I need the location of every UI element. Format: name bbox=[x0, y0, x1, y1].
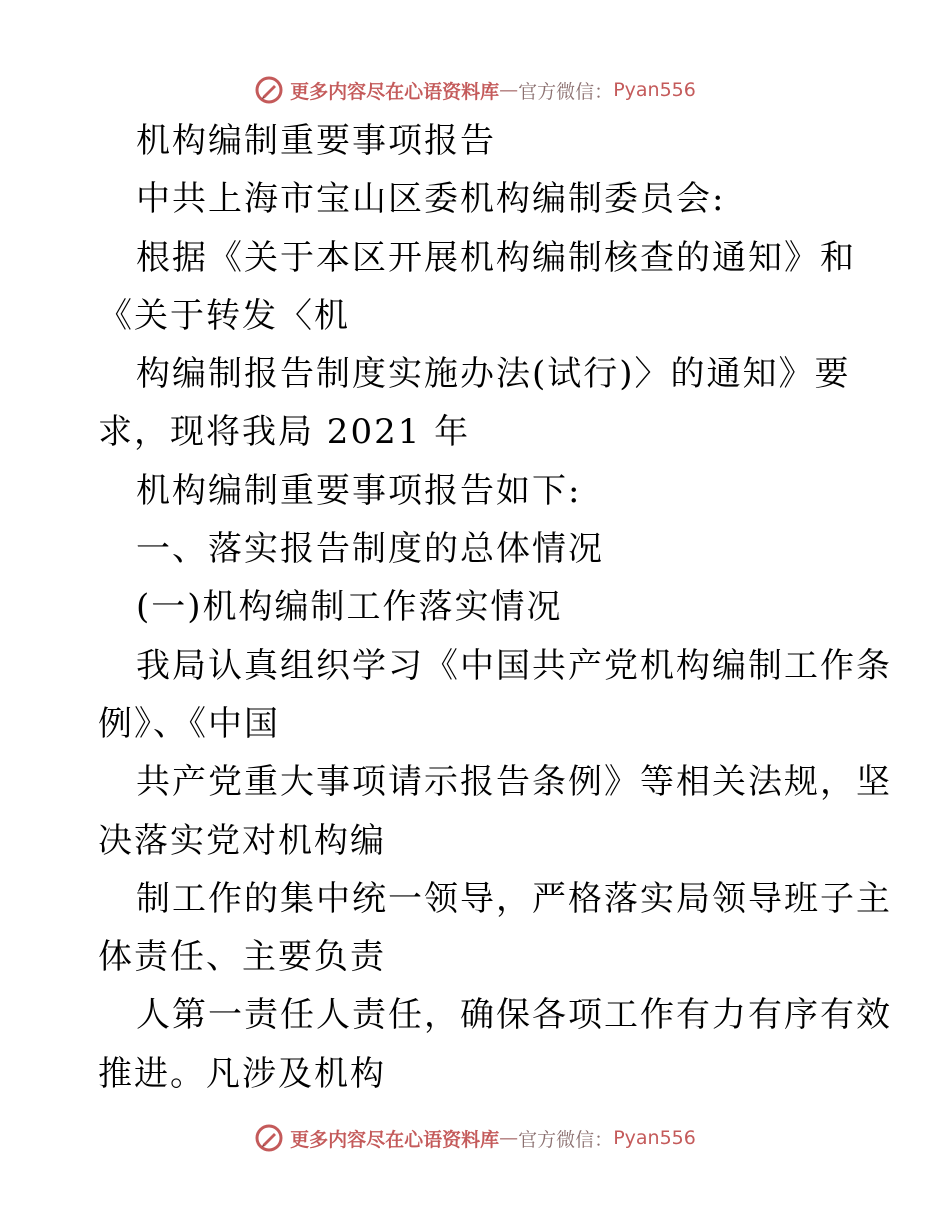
paragraph-line: 人第一责任人责任，确保各项工作有力有序有效 bbox=[136, 995, 892, 1036]
banner-wechat-id: Pyan556 bbox=[613, 79, 696, 101]
paragraph-line: 《关于转发〈机 bbox=[98, 295, 350, 336]
document-body bbox=[98, 121, 898, 1115]
banner-main-text: 更多内容尽在心语资料库 bbox=[290, 80, 500, 103]
banner-wechat-label: 官方微信： bbox=[518, 80, 614, 103]
section-heading: 一、落实报告制度的总体情况 bbox=[136, 529, 604, 570]
paragraph-line: 我局认真组织学习《中国共产党机构编制工作条 bbox=[136, 645, 892, 686]
paragraph-line: 共产党重大事项请示报告条例》等相关法规，坚 bbox=[136, 762, 892, 803]
document-addressee: 中共上海市宝山区委机构编制委员会: bbox=[136, 179, 726, 220]
footer-watermark-banner bbox=[0, 1118, 950, 1158]
paragraph-line: 例》、《中国 bbox=[98, 703, 280, 744]
banner-main-text: 更多内容尽在心语资料库 bbox=[290, 1128, 500, 1151]
paragraph-line: 根据《关于本区开展机构编制核查的通知》和 bbox=[136, 237, 856, 278]
banner-wechat-label: 官方微信： bbox=[518, 1128, 614, 1151]
paragraph-line: 制工作的集中统一领导，严格落实局领导班子主 bbox=[136, 878, 892, 919]
banner-dash: — bbox=[499, 1127, 519, 1149]
paragraph-line: 决落实党对机构编 bbox=[98, 820, 386, 861]
banner-dash: — bbox=[499, 79, 519, 101]
pen-circle-logo-icon bbox=[254, 1123, 284, 1153]
paragraph-line: 推进。凡涉及机构 bbox=[98, 1053, 386, 1094]
banner-wechat-id: Pyan556 bbox=[613, 1127, 696, 1149]
paragraph-line: 体责任、主要负责 bbox=[98, 937, 386, 978]
paragraph-line: 机构编制重要事项报告如下: bbox=[136, 470, 582, 511]
pen-circle-logo-icon bbox=[254, 75, 284, 105]
header-watermark-banner bbox=[0, 70, 950, 110]
paragraph-line: 构编制报告制度实施办法(试行)〉的通知》要 bbox=[136, 354, 851, 395]
document-title: 机构编制重要事项报告 bbox=[136, 121, 496, 161]
paragraph-line: 求，现将我局 2021 年 bbox=[98, 412, 471, 453]
subsection-heading: (一)机构编制工作落实情况 bbox=[136, 587, 563, 628]
